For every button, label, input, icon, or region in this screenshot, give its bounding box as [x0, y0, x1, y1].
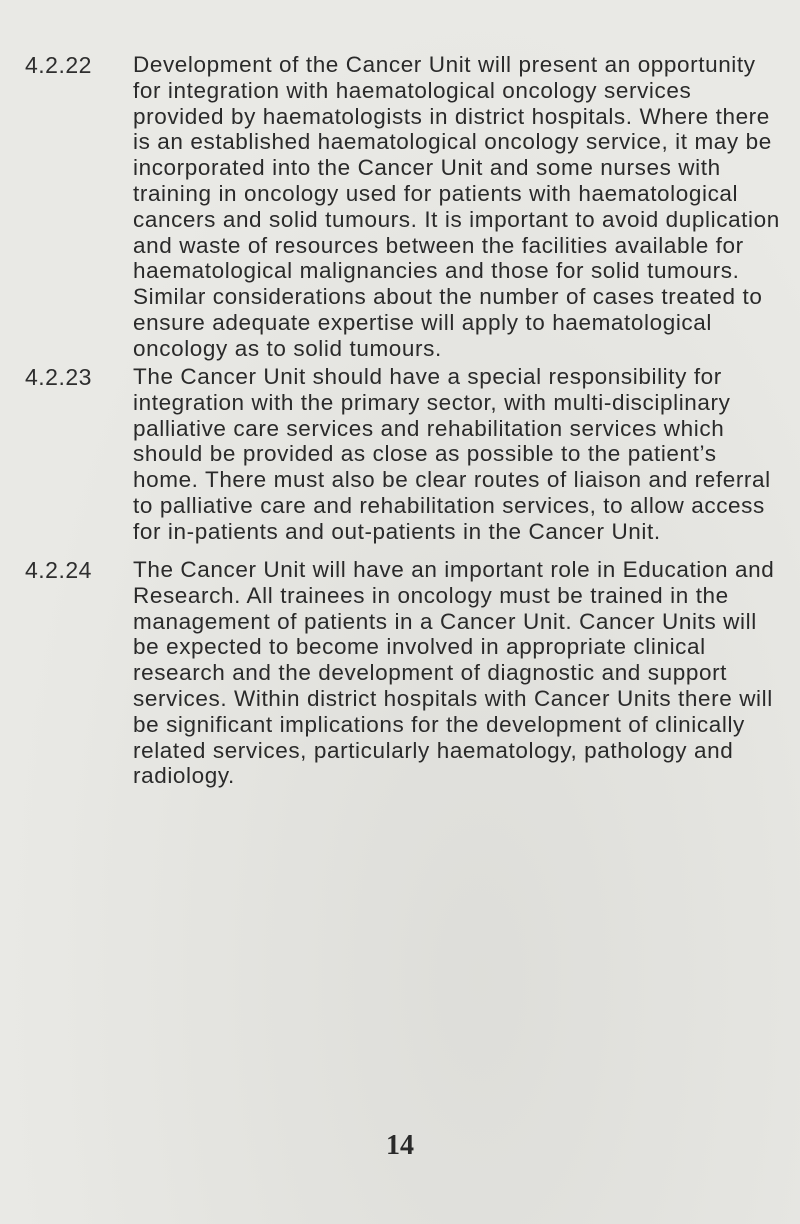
paragraph-text: The Cancer Unit will have an important role in Education and Research. All trainees in oncology must be trained in the management of patients in a Cancer Unit. Cancer Units will be expected to become involved in appropriate clinical research and the development of diagnostic and support services. Within district hospitals with Cancer Units there will be significant implications for the development of clinically related services, particularly haematology, pathology and radiology. [133, 557, 775, 789]
paragraph-number: 4.2.23 [25, 364, 92, 390]
paragraph-number: 4.2.24 [25, 557, 92, 583]
paragraph-text: The Cancer Unit should have a special responsibility for integration with the primary sector, with multi-disciplinary palliative care services and rehabilitation services which should be provided as close as possible to the patient’s home. There must also be clear routes of liaison and referral to palliative care and rehabilitation services, to allow access for in-patients and out-patients in the Cancer Unit. [133, 364, 771, 544]
paragraph-number: 4.2.22 [25, 52, 92, 78]
paragraph-text: Development of the Cancer Unit will present an opportunity for integration with haematological oncology services provided by haematologists in district hospitals. Where there is an established haematological oncology service, it may be incorporated into the Cancer Unit and some nurses with training in oncology used for patients with haematological cancers and solid tumours. It is important to avoid duplication and waste of resources between the facilities available for haematological malignancies and those for solid tumours. Similar considerations about the number of cases treated to ensure adequate expertise will apply to haematological oncology as to solid tumours. [133, 52, 780, 361]
page-number: 14 [386, 1130, 414, 1161]
